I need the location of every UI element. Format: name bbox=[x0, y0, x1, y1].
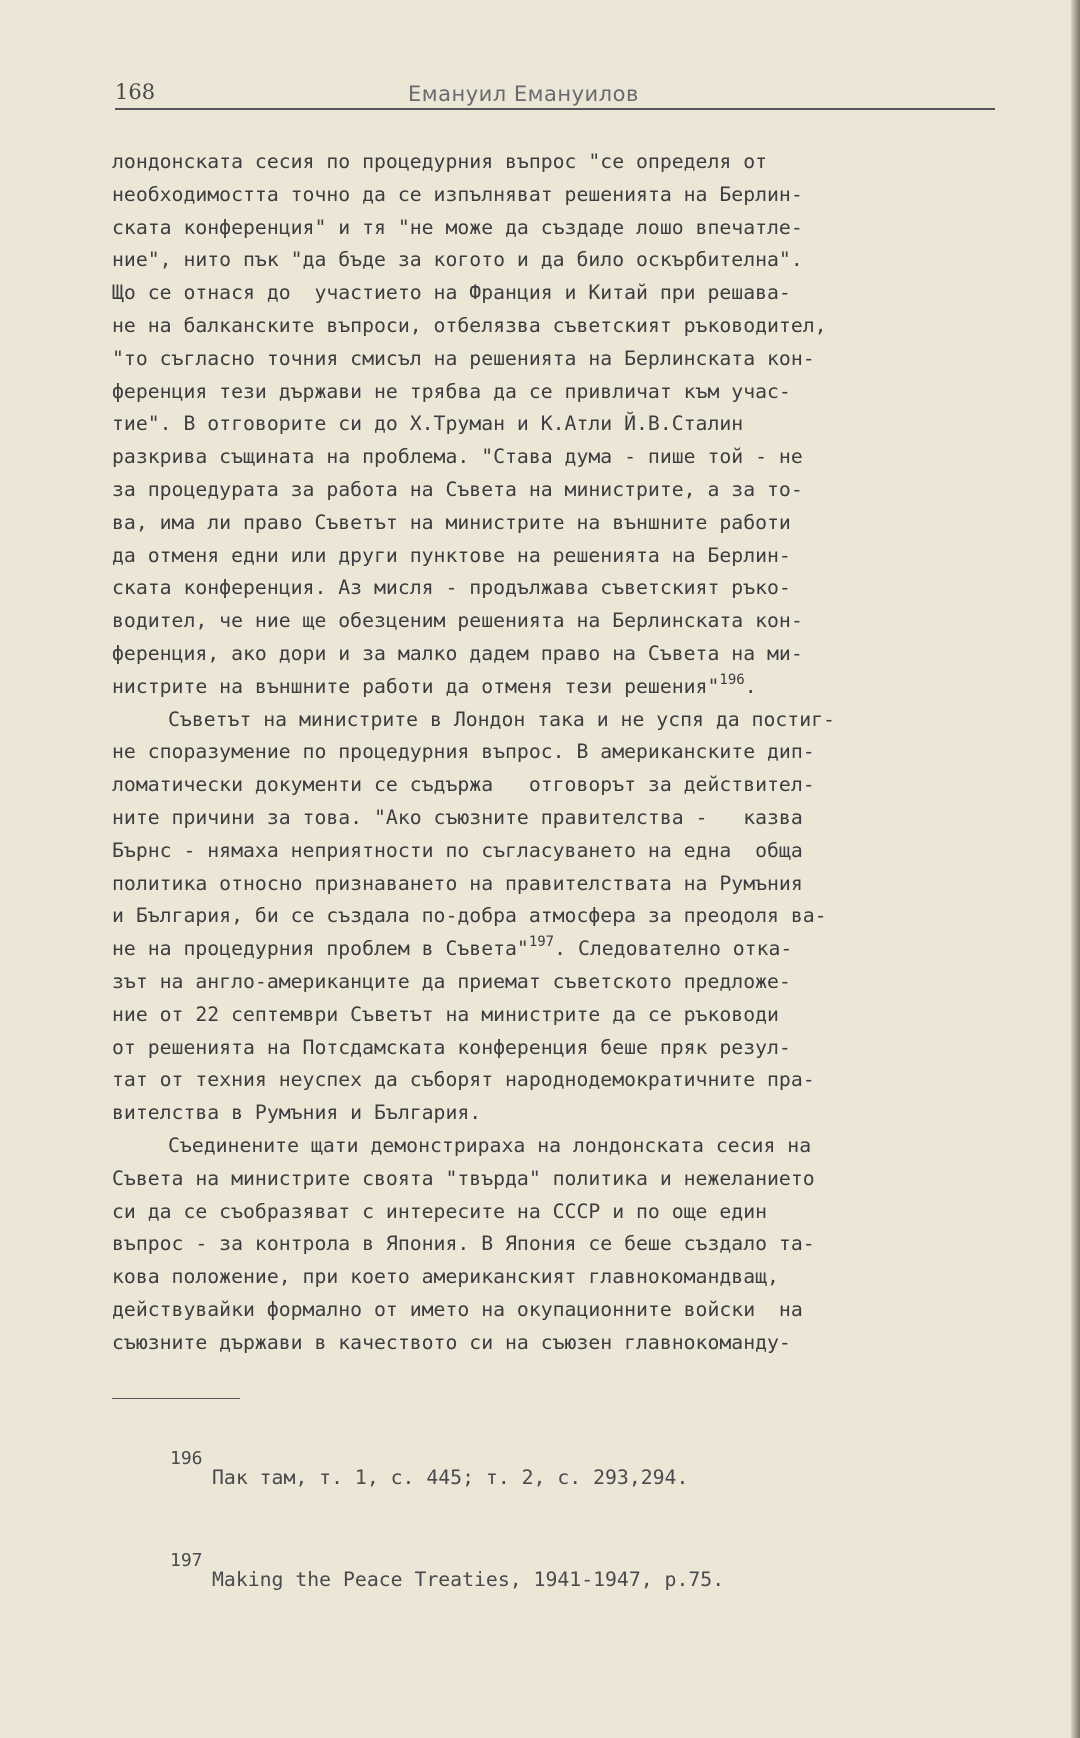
footnote-196 bbox=[112, 1448, 992, 1504]
footnote-reference: 196 bbox=[719, 671, 745, 688]
text-line bbox=[112, 900, 1012, 933]
footnotes bbox=[112, 1402, 992, 1652]
text-line bbox=[112, 1294, 1012, 1327]
text-line bbox=[112, 1163, 1012, 1196]
footnote-reference: 197 bbox=[528, 934, 555, 951]
line-text: и България, би се създала по-добра атмосфера за преодоля ва- bbox=[112, 904, 827, 928]
line-text: вителства в Румъния и България. bbox=[112, 1101, 482, 1125]
text-line bbox=[112, 704, 1012, 737]
line-text: лондонската сесия по процедурния въпрос "се определя от bbox=[112, 150, 768, 173]
text-line bbox=[112, 343, 1012, 376]
line-text: ската конференция" и тя "не може да създаде лошо впечатле- bbox=[112, 215, 803, 239]
line-text-after: . bbox=[744, 674, 757, 698]
text-line bbox=[112, 736, 1012, 769]
text-line bbox=[112, 277, 1012, 310]
footnote-text: Making the Peace Treaties, 1941-1947, p.75. bbox=[212, 1568, 725, 1591]
line-text: Съветът на министрите в Лондон така и не успя да постиг- bbox=[168, 707, 835, 731]
line-text: въпрос - за контрола в Япония. В Япония се беше създало та- bbox=[112, 1232, 815, 1256]
text-line bbox=[112, 769, 1012, 802]
text-line bbox=[112, 1261, 1012, 1294]
text-line bbox=[112, 474, 1012, 507]
line-text: си да се съобразяват с интересите на СССР и по още един bbox=[112, 1199, 768, 1223]
line-text: ните причини за това. "Ако съюзните правителства - казва bbox=[112, 805, 803, 829]
text-line bbox=[112, 868, 1012, 901]
footnote-197 bbox=[112, 1550, 992, 1606]
line-text: водител, че ние ще обезценим решенията на Берлинската кон- bbox=[112, 609, 803, 633]
line-text: необходимостта точно да се изпълняват решенията на Берлин- bbox=[112, 182, 803, 206]
line-text: ва, има ли право Съветът на министрите на външните работи bbox=[112, 510, 791, 534]
text-line bbox=[112, 441, 1012, 474]
line-text: "то съгласно точния смисъл на решенията на Берлинската кон- bbox=[112, 346, 815, 370]
text-line bbox=[112, 1032, 1012, 1065]
line-text: съюзните държави в качеството си на съюзен главнокоманду- bbox=[112, 1330, 791, 1354]
text-line bbox=[112, 999, 1012, 1032]
line-text: Бърнс - нямаха неприятности по съгласуването на една обща bbox=[112, 838, 803, 862]
page-edge-shadow bbox=[1071, 0, 1080, 1738]
line-text: зът на англо-американците да приемат съветското предложе- bbox=[112, 969, 791, 993]
line-text: ние от 22 септември Съветът на министрите да се ръководи bbox=[112, 1002, 779, 1026]
text-line bbox=[112, 1228, 1012, 1261]
text-line bbox=[112, 212, 1012, 245]
page-number: 168 bbox=[115, 80, 156, 104]
line-text: не на процедурния проблем в Съвета" bbox=[112, 937, 529, 961]
page-header bbox=[115, 80, 995, 110]
line-text: Съединените щати демонстрираха на лондонската сесия на bbox=[168, 1133, 812, 1157]
line-text: ние", нито пък "да бъде за когото и да било оскърбителна". bbox=[112, 248, 803, 272]
running-head: Емануил Емануилов bbox=[408, 82, 639, 106]
text-line bbox=[112, 376, 1012, 409]
line-text: действувайки формално от името на окупационните войски на bbox=[112, 1297, 803, 1321]
line-text: ломатически документи се съдържа отговорът за действител- bbox=[112, 773, 815, 797]
text-line bbox=[112, 1196, 1012, 1229]
line-text: от решенията на Потсдамската конференция беше пряк резул- bbox=[112, 1035, 791, 1059]
text-line bbox=[112, 540, 1012, 573]
line-text: Съвета на министрите своята "твърда" политика и нежеланието bbox=[112, 1166, 815, 1190]
text-line bbox=[112, 802, 1012, 835]
text-line bbox=[112, 1064, 1012, 1097]
text-line bbox=[112, 146, 1012, 179]
text-line bbox=[112, 966, 1012, 999]
text-line bbox=[112, 408, 1012, 441]
text-line bbox=[112, 671, 1012, 704]
footnote-number: 196 bbox=[170, 1448, 203, 1469]
line-text: да отменя едни или други пунктове на решенията на Берлин- bbox=[112, 543, 791, 567]
text-line bbox=[112, 179, 1012, 212]
body-text bbox=[112, 146, 1012, 1359]
line-text: политика относно признаването на правителствата на Румъния bbox=[112, 871, 803, 895]
line-text: ференция, ако дори и за малко дадем право на Съвета на ми- bbox=[112, 641, 803, 665]
text-line bbox=[112, 835, 1012, 868]
footnote-text: Пак там, т. 1, с. 445; т. 2, с. 293,294. bbox=[212, 1466, 689, 1489]
text-line bbox=[112, 244, 1012, 277]
line-text: не споразумение по процедурния въпрос. В американските дип- bbox=[112, 740, 815, 764]
line-text: нистрите на външните работи да отменя тези решения" bbox=[112, 674, 720, 698]
text-line bbox=[112, 933, 1012, 966]
line-text-after: . Следователно отка- bbox=[554, 937, 793, 961]
footnote-number: 197 bbox=[170, 1550, 203, 1571]
line-text: за процедурата за работа на Съвета на министрите, а за то- bbox=[112, 477, 803, 501]
line-text: ската конференция. Аз мисля - продължава съветският ръко- bbox=[112, 576, 791, 600]
text-line bbox=[112, 572, 1012, 605]
text-line bbox=[112, 310, 1012, 343]
text-line bbox=[112, 1327, 1012, 1360]
line-text: кова положение, при което американският главнокомандващ, bbox=[112, 1265, 779, 1289]
line-text: тат от техния неуспех да съборят народнодемократичните пра- bbox=[112, 1068, 815, 1092]
text-line bbox=[112, 1130, 1012, 1163]
text-line bbox=[112, 638, 1012, 671]
line-text: тие". В отговорите си до Х.Труман и К.Атли Й.В.Сталин bbox=[112, 412, 744, 436]
text-line bbox=[112, 507, 1012, 540]
footnote-separator bbox=[112, 1398, 240, 1399]
line-text: разкрива същината на проблема. "Става дума - пише той - не bbox=[112, 445, 803, 469]
line-text: Що се отнася до участието на Франция и Китай при решава- bbox=[112, 281, 791, 305]
header-rule bbox=[115, 108, 995, 110]
line-text: ференция тези държави не трябва да се привличат към учас- bbox=[112, 379, 791, 403]
line-text: не на балканските въпроси, отбелязва съветският ръководител, bbox=[112, 313, 827, 337]
text-line bbox=[112, 605, 1012, 638]
text-line bbox=[112, 1097, 1012, 1130]
